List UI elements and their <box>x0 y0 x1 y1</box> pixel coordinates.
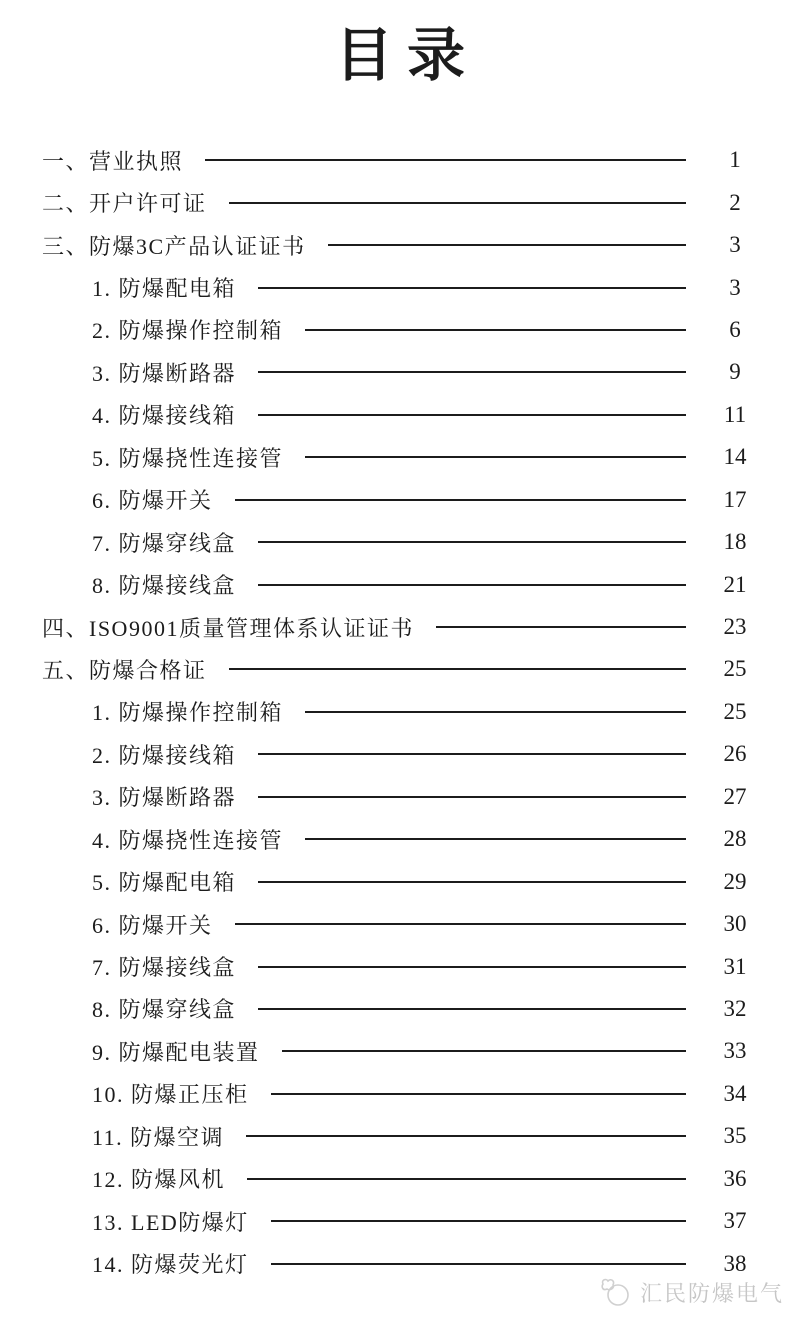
leader-line <box>271 1093 686 1095</box>
toc-entry-label: 9. 防爆配电装置 <box>92 1039 260 1065</box>
leader-line <box>258 796 686 798</box>
leader-line <box>258 1008 686 1010</box>
page-number: 2 <box>729 189 741 215</box>
toc-entry <box>0 1200 800 1242</box>
toc-entry <box>0 1073 800 1115</box>
page-number: 11 <box>723 401 747 427</box>
toc-entry <box>0 224 800 266</box>
toc-entry-label: 2. 防爆操作控制箱 <box>92 318 284 344</box>
leader-line <box>436 626 686 628</box>
toc-entry-label: 四、ISO9001质量管理体系认证证书 <box>42 615 414 641</box>
leader-line <box>271 1220 686 1222</box>
toc-entry-label: 14. 防爆荧光灯 <box>92 1252 249 1278</box>
leader-line <box>305 329 686 331</box>
toc-entry-label: 4. 防爆接线箱 <box>92 403 237 429</box>
page-number: 27 <box>723 783 747 809</box>
leader-line <box>258 287 686 289</box>
toc-entry-label: 4. 防爆挠性连接管 <box>92 827 284 853</box>
page-title: 目录 <box>334 23 479 88</box>
page-number: 33 <box>723 1038 747 1064</box>
page-number: 30 <box>723 911 747 937</box>
page-number: 9 <box>729 359 741 385</box>
page-number: 21 <box>723 571 747 597</box>
toc-entry <box>0 1030 800 1072</box>
page-number: 6 <box>729 316 741 342</box>
toc-entry <box>0 818 800 860</box>
toc-entry <box>0 521 800 563</box>
toc-entry-label: 3. 防爆断路器 <box>92 785 237 811</box>
page-number: 17 <box>723 486 747 512</box>
toc-entry-label: 五、防爆合格证 <box>42 657 207 683</box>
toc-entry-label: 8. 防爆接线盒 <box>92 573 237 599</box>
toc-entry-label: 11. 防爆空调 <box>92 1124 225 1150</box>
toc-entry <box>0 309 800 351</box>
page-number: 3 <box>729 274 741 300</box>
leader-line <box>305 456 686 458</box>
leader-line <box>258 966 686 968</box>
leader-line <box>271 1263 686 1265</box>
page-number: 37 <box>723 1208 747 1234</box>
toc-entry-label: 10. 防爆正压柜 <box>92 1082 249 1108</box>
page-number: 1 <box>729 147 741 173</box>
toc-entry <box>0 394 800 436</box>
page-number: 14 <box>723 444 747 470</box>
toc-entry <box>0 691 800 733</box>
watermark <box>597 1276 784 1308</box>
leader-line <box>258 881 686 883</box>
leader-line <box>246 1135 686 1137</box>
toc-entry <box>0 1158 800 1200</box>
toc-entry-label: 7. 防爆穿线盒 <box>92 530 237 556</box>
brand-logo-icon <box>597 1276 633 1308</box>
toc-entry-label: 三、防爆3C产品认证证书 <box>42 233 306 259</box>
toc-entry-label: 12. 防爆风机 <box>92 1167 226 1193</box>
toc-entry-label: 1. 防爆配电箱 <box>92 276 237 302</box>
toc-entry <box>0 648 800 690</box>
leader-line <box>235 923 686 925</box>
toc-entry <box>0 266 800 308</box>
toc-entry-label: 2. 防爆接线箱 <box>92 742 237 768</box>
leader-line <box>305 711 686 713</box>
toc-entry-label: 13. LED防爆灯 <box>92 1209 249 1235</box>
toc-entry-label: 5. 防爆挠性连接管 <box>92 445 284 471</box>
toc-entry-label: 一、营业执照 <box>42 148 184 174</box>
page-number: 18 <box>723 529 747 555</box>
toc-entry <box>0 860 800 902</box>
leader-line <box>229 668 686 670</box>
leader-line <box>282 1050 686 1052</box>
leader-line <box>305 838 686 840</box>
toc-entry-label: 6. 防爆开关 <box>92 912 213 938</box>
toc-entry-label: 3. 防爆断路器 <box>92 360 237 386</box>
page-number: 25 <box>723 698 747 724</box>
page-number: 3 <box>729 232 741 258</box>
toc-entry-label: 6. 防爆开关 <box>92 488 213 514</box>
toc-entry <box>0 139 800 181</box>
toc-list <box>0 139 800 1285</box>
page-number: 32 <box>723 995 747 1021</box>
toc-entry <box>0 479 800 521</box>
page-number: 26 <box>723 741 747 767</box>
page-number: 36 <box>723 1165 747 1191</box>
leader-line <box>258 584 686 586</box>
toc-entry <box>0 181 800 223</box>
page-number: 34 <box>723 1080 747 1106</box>
page-number: 31 <box>723 953 747 979</box>
toc-entry <box>0 733 800 775</box>
toc-entry <box>0 1115 800 1157</box>
leader-line <box>235 499 686 501</box>
toc-entry-label: 1. 防爆操作控制箱 <box>92 700 284 726</box>
leader-line <box>258 371 686 373</box>
leader-line <box>229 202 686 204</box>
toc-entry <box>0 988 800 1030</box>
toc-entry <box>0 945 800 987</box>
page-number: 23 <box>723 614 747 640</box>
toc-entry <box>0 606 800 648</box>
page-number: 38 <box>723 1250 747 1276</box>
watermark-text: 汇民防爆电气 <box>639 1280 784 1306</box>
leader-line <box>328 244 686 246</box>
leader-line <box>258 414 686 416</box>
leader-line <box>247 1178 686 1180</box>
toc-entry-label: 7. 防爆接线盒 <box>92 955 237 981</box>
leader-line <box>258 541 686 543</box>
leader-line <box>258 753 686 755</box>
toc-entry-label: 8. 防爆穿线盒 <box>92 997 237 1023</box>
page-number: 25 <box>723 656 747 682</box>
toc-entry <box>0 776 800 818</box>
toc-entry <box>0 903 800 945</box>
toc-entry <box>0 563 800 605</box>
toc-entry <box>0 351 800 393</box>
toc-entry-label: 二、开户许可证 <box>42 191 207 217</box>
toc-entry-label: 5. 防爆配电箱 <box>92 870 237 896</box>
leader-line <box>205 159 686 161</box>
toc-entry <box>0 436 800 478</box>
page-number: 28 <box>723 826 747 852</box>
page-number: 29 <box>723 868 747 894</box>
page-number: 35 <box>723 1123 747 1149</box>
